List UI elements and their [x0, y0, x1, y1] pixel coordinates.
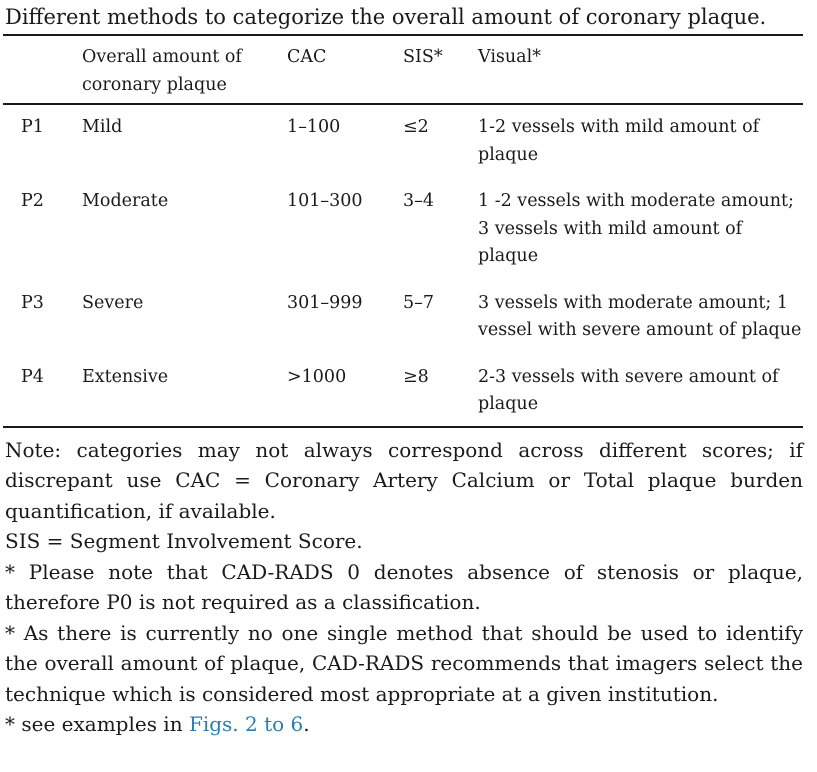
cell-id: P3 — [21, 292, 44, 313]
header-row — [3, 36, 803, 104]
bottom-rule — [3, 426, 803, 428]
cell-name: Mild — [82, 117, 123, 137]
note-method-selection: * As there is currently no one single method that should be used to identify the overall amount of plaque, CAD-RADS recommends that imagers select the technique which is considered most appropriate at a given institution. — [5, 620, 803, 706]
cell-name: Extensive — [82, 366, 169, 387]
cell-cac: 1–100 — [287, 117, 341, 137]
note-see-examples-suffix: . — [303, 712, 310, 736]
table-row — [3, 281, 803, 355]
header-cac: CAC — [287, 47, 327, 67]
cell-visual: 3 vessels with moderate amount; 1 vessel with severe amount of plaque — [478, 292, 802, 340]
cell-cac: 301–999 — [287, 292, 363, 313]
cell-visual: 2-3 vessels with severe amount of plaque — [478, 366, 779, 414]
header-sis: SIS* — [403, 47, 443, 67]
cell-id: P1 — [21, 117, 44, 137]
figures-link[interactable]: Figs. 2 to 6 — [188, 712, 304, 736]
table-row — [3, 179, 803, 281]
cell-sis: ≥8 — [403, 366, 429, 387]
plaque-table — [3, 36, 803, 426]
cell-name: Severe — [82, 292, 144, 313]
cell-id: P4 — [21, 366, 44, 387]
cell-id: P2 — [21, 191, 44, 211]
header-id — [3, 36, 82, 104]
cell-name: Moderate — [82, 191, 169, 211]
note-see-examples-prefix: * see examples in — [5, 712, 189, 736]
table-notes — [5, 435, 803, 740]
note-see-examples — [5, 709, 803, 740]
cell-sis: ≤2 — [403, 117, 429, 137]
header-overall-amount: Overall amount of coronary plaque — [82, 47, 242, 95]
table-row — [3, 355, 803, 426]
cell-visual: 1 -2 vessels with moderate amount; 3 vessels with mild amount of plaque — [478, 191, 794, 266]
cell-sis: 3–4 — [403, 191, 435, 211]
cell-cac: >1000 — [287, 366, 347, 387]
cell-visual: 1-2 vessels with mild amount of plaque — [478, 117, 760, 165]
cell-cac: 101–300 — [287, 191, 363, 211]
note-sis-definition: SIS = Segment Involvement Score. — [5, 529, 363, 553]
note-cad-rads-0: * Please note that CAD-RADS 0 denotes absence of stenosis or plaque, therefore P0 is not required as a classification. — [5, 559, 803, 614]
note-categories: Note: categories may not always correspond across different scores; if discrepant use CAC = Coronary Artery Calcium or Total plaque burden quantification, if available. — [5, 437, 803, 523]
table-caption: Different methods to categorize the overall amount of coronary plaque. — [5, 5, 767, 29]
header-visual: Visual* — [478, 47, 541, 67]
cell-sis: 5–7 — [403, 292, 435, 313]
table-figure — [3, 0, 803, 740]
table-row — [3, 105, 803, 179]
